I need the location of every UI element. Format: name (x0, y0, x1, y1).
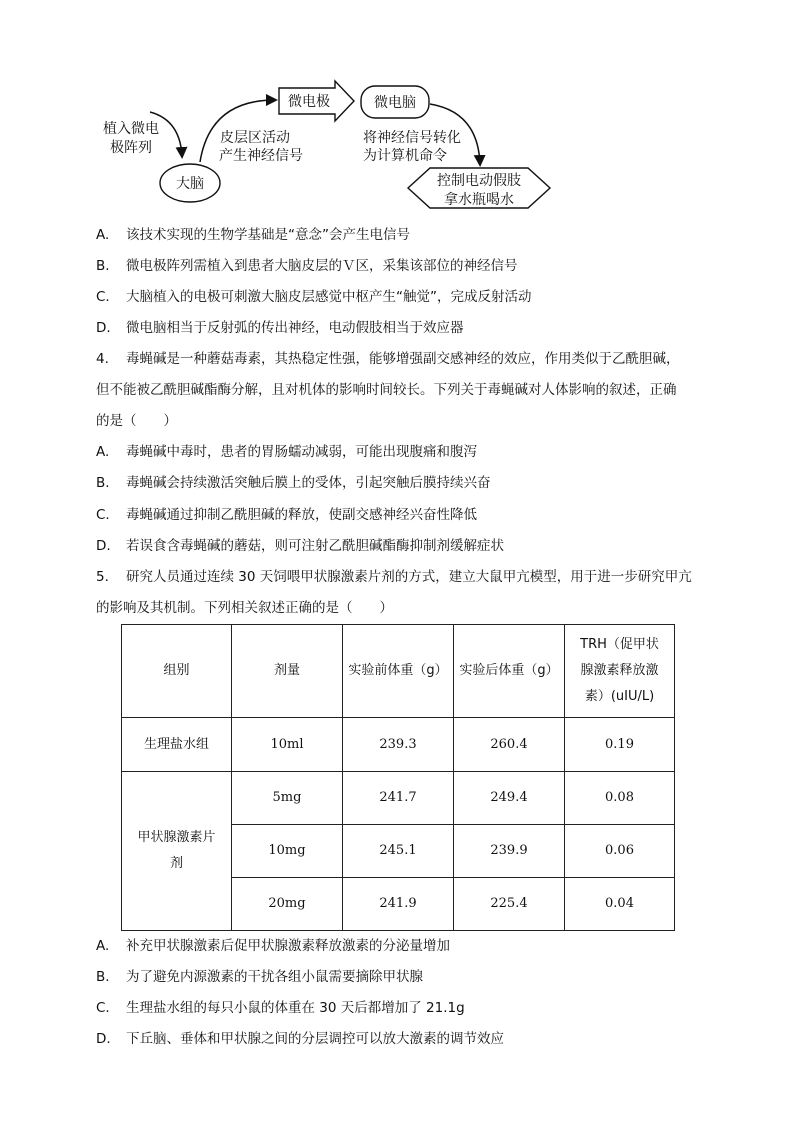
option-label: A. (96, 938, 110, 954)
dose-cell: 10mg (232, 825, 343, 878)
option-text: 若误食含毒蝇碱的蘑菇，则可注射乙酰胆碱酯酶抑制剂缓解症状 (126, 538, 504, 554)
question-number: 5. (96, 569, 109, 585)
header-trh-line2: 腺激素释放激 (580, 663, 659, 678)
option-label: C. (96, 507, 110, 523)
weight-after-cell: 249.4 (454, 772, 565, 825)
q4-option-a (96, 442, 477, 462)
option-label: C. (96, 1000, 110, 1016)
option-label: B. (96, 258, 110, 274)
trh-cell: 0.08 (565, 772, 675, 825)
weight-before-cell: 245.1 (343, 825, 454, 878)
weight-before-cell: 239.3 (343, 718, 454, 772)
weight-after-cell: 260.4 (454, 718, 565, 772)
header-trh-line3: 素）(uIU/L) (584, 689, 655, 704)
q4-stem-line1 (96, 349, 680, 369)
dose-cell: 20mg (232, 878, 343, 931)
option-text: 微电极阵列需植入到患者大脑皮层的Ｖ区，采集该部位的神经信号 (126, 258, 518, 274)
weight-after-cell: 239.9 (454, 825, 565, 878)
header-dose: 剂量 (232, 625, 343, 718)
option-text: 补充甲状腺激素后促甲状腺激素释放激素的分泌量增加 (126, 938, 450, 954)
dose-cell: 10ml (232, 718, 343, 772)
weight-after-cell: 225.4 (454, 878, 565, 931)
q4-option-d (96, 536, 504, 556)
trh-cell: 0.06 (565, 825, 675, 878)
q4-option-b (96, 473, 491, 493)
q3-option-c (96, 287, 532, 307)
convert-label-line1: 将神经信号转化 (363, 130, 461, 146)
cortex-label-line1: 皮层区活动 (220, 130, 290, 146)
option-label: B. (96, 475, 110, 491)
q4-option-c (96, 505, 477, 525)
option-label: D. (96, 538, 111, 554)
output-label-line2: 拿水瓶喝水 (444, 192, 514, 208)
convert-label-line2: 为计算机命令 (363, 148, 447, 164)
option-label: D. (96, 1031, 111, 1047)
implant-label-line1: 植入微电 (103, 121, 159, 137)
option-text: 微电脑相当于反射弧的传出神经，电动假肢相当于效应器 (126, 320, 464, 336)
header-trh-line1: TRH（促甲状 (580, 637, 659, 652)
q5-option-b (96, 967, 423, 987)
implant-label-line2: 极阵列 (110, 140, 152, 156)
cortex-label-line2: 产生神经信号 (219, 148, 303, 164)
group-name: 生理盐水组 (122, 718, 232, 772)
option-text: 毒蝇碱中毒时，患者的胃肠蠕动减弱，可能出现腹痛和腹泻 (126, 444, 477, 460)
option-text: 毒蝇碱会持续激活突触后膜上的受体，引起突触后膜持续兴奋 (126, 475, 491, 491)
dose-cell: 5mg (232, 772, 343, 825)
header-weight-after: 实验后体重（g） (454, 625, 565, 718)
brain-label: 大脑 (176, 176, 204, 192)
header-trh (565, 625, 675, 718)
q4-stem-line2: 但不能被乙酰胆碱酯酶分解，且对机体的影响时间较长。下列关于毒蝇碱对人体影响的叙述，正确 (96, 382, 677, 398)
option-label: B. (96, 969, 110, 985)
trh-cell: 0.19 (565, 718, 675, 772)
trh-cell: 0.04 (565, 878, 675, 931)
option-label: A. (96, 444, 110, 460)
q4-stem-line3: 的是（ ） (96, 413, 177, 429)
option-label: D. (96, 320, 111, 336)
weight-before-cell: 241.9 (343, 878, 454, 931)
output-label-line1: 控制电动假肢 (437, 173, 521, 189)
option-label: C. (96, 289, 110, 305)
brain-computer-interface-diagram (0, 0, 794, 220)
micro-brain-label: 微电脑 (374, 95, 416, 111)
group-name-line1: 甲状腺激素片 (137, 830, 216, 845)
header-group: 组别 (122, 625, 232, 718)
option-text: 为了避免内源激素的干扰各组小鼠需要摘除甲状腺 (126, 969, 423, 985)
header-weight-before: 实验前体重（g） (343, 625, 454, 718)
q5-stem-line1 (96, 567, 692, 587)
group-name-line2: 剂 (169, 856, 183, 871)
group-name (122, 772, 232, 931)
electrode-label: 微电极 (288, 94, 330, 110)
option-text: 大脑植入的电极可刺激大脑皮层感觉中枢产生“触觉”，完成反射活动 (126, 289, 532, 305)
q5-option-d (96, 1029, 504, 1049)
q4-stem-text: 毒蝇碱是一种蘑菇毒素，其热稳定性强，能够增强副交感神经的效应，作用类似于乙酰胆碱， (126, 351, 680, 367)
option-text: 毒蝇碱通过抑制乙酰胆碱的释放，使副交感神经兴奋性降低 (126, 507, 477, 523)
question-number: 4. (96, 351, 109, 367)
option-text: 该技术实现的生物学基础是“意念”会产生电信号 (126, 227, 410, 243)
experiment-table (121, 624, 675, 931)
option-text: 下丘脑、垂体和甲状腺之间的分层调控可以放大激素的调节效应 (126, 1031, 504, 1047)
table-row (122, 718, 675, 772)
q5-stem-line2: 的影响及其机制。下列相关叙述正确的是（ ） (96, 600, 393, 616)
option-label: A. (96, 227, 110, 243)
q5-option-a (96, 936, 450, 956)
option-text: 生理盐水组的每只小鼠的体重在 30 天后都增加了 21.1g (126, 1000, 465, 1016)
weight-before-cell: 241.7 (343, 772, 454, 825)
q5-stem-text: 研究人员通过连续 30 天饲喂甲状腺激素片剂的方式，建立大鼠甲亢模型，用于进一步研究甲亢 (126, 569, 692, 585)
q3-option-b (96, 256, 518, 276)
q3-option-a (96, 225, 410, 245)
table-header-row (122, 625, 675, 718)
q3-option-d (96, 318, 464, 338)
q5-option-c (96, 998, 465, 1018)
table-row (122, 772, 675, 825)
